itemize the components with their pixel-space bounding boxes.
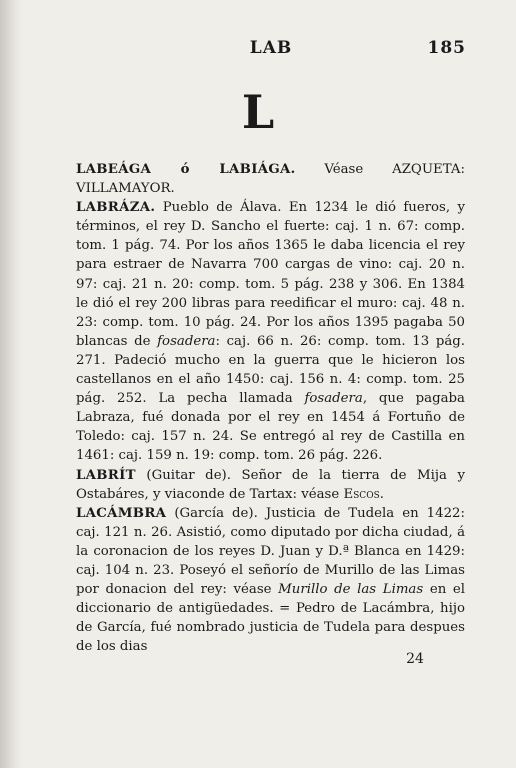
entry-labrit <box>76 466 465 504</box>
page-header <box>76 38 466 60</box>
entry-body: : caj. 66 n. 26: comp. tom. 13 pág. 271. Padeció mucho en la guerra que le hicieron los castellanos en el año 1450: caj. 156 n. 4: comp. tom. 25 pág. 252. La pecha llamada <box>76 333 466 407</box>
page-number: 185 <box>427 38 466 58</box>
entry-body: (Guitar de). Señor de la tierra de Mija y Ostabáres, y viaconde de Tartax: véase <box>76 467 465 502</box>
running-head: LAB <box>249 38 293 58</box>
entry-labeaga <box>76 160 465 198</box>
section-letter: L <box>241 85 275 139</box>
entry-body: (García de). Justicia de Tudela en 1422: caj. 121 n. 26. Asistió, como diputado por dicha ciudad, á la coronacion de los reyes D. Juan y D.ª Blanca en 1429: caj. 104 n. 23. Poseyó el señorío de Murillo de las Limas por donacion del rey: véase <box>76 505 465 598</box>
see-label: Véase <box>324 162 364 177</box>
entry-lacambra <box>76 504 465 657</box>
cross-reference: AZQUETA: VILLAMAYOR. <box>76 162 465 197</box>
entry-italic-term: Murillo de las Limas <box>278 582 424 598</box>
entry-body: , que pagaba Labraza, fué donada por el rey en 1454 á Fortuño de Toledo: caj. 157 n. 24. Se entregó al rey de Castilla en 1461: caj. 159 n. 19: comp. tom. 26 pág. 226. <box>76 391 465 464</box>
entry-labraza <box>76 198 465 465</box>
entry-body: en el diccionario de antigüedades. = Pedro de Lacámbra, hijo de García, fué nombrado justicia de Tudela para despues de los dias <box>76 582 466 655</box>
entry-headword: LACÁMBRA <box>76 505 167 521</box>
entry-headword: LABRÍT <box>76 467 136 483</box>
entry-headword: LABEÁGA ó LABIÁGA. <box>76 162 296 177</box>
entry-headword: LABRÁZA. <box>76 200 156 216</box>
entry-italic-term: fosadera <box>157 333 216 349</box>
entry-italic-term: fosadera <box>304 391 363 407</box>
dictionary-text <box>76 160 465 656</box>
signature-mark: 24 <box>406 651 424 667</box>
entry-body: Pueblo de Álava. En 1234 le dió fueros, y términos, el rey D. Sancho el fuerte: caj. 1 n. 67: comp. tom. 1 pág. 74. Por los años 1365 le daba licencia el rey para estraer de Navarra 700 cargas de vino: caj. 20 n. 97: caj. 21 n. 20: comp. tom. 5 pág. 238 y 306. En 1384 le dió el rey 200 libras para reedificar el muro: caj. 48 n. 23: comp. tom. 10 pág. 24. Por los años 1395 pagaba 50 blancas de <box>76 200 465 349</box>
cross-reference: Escos. <box>343 486 384 502</box>
